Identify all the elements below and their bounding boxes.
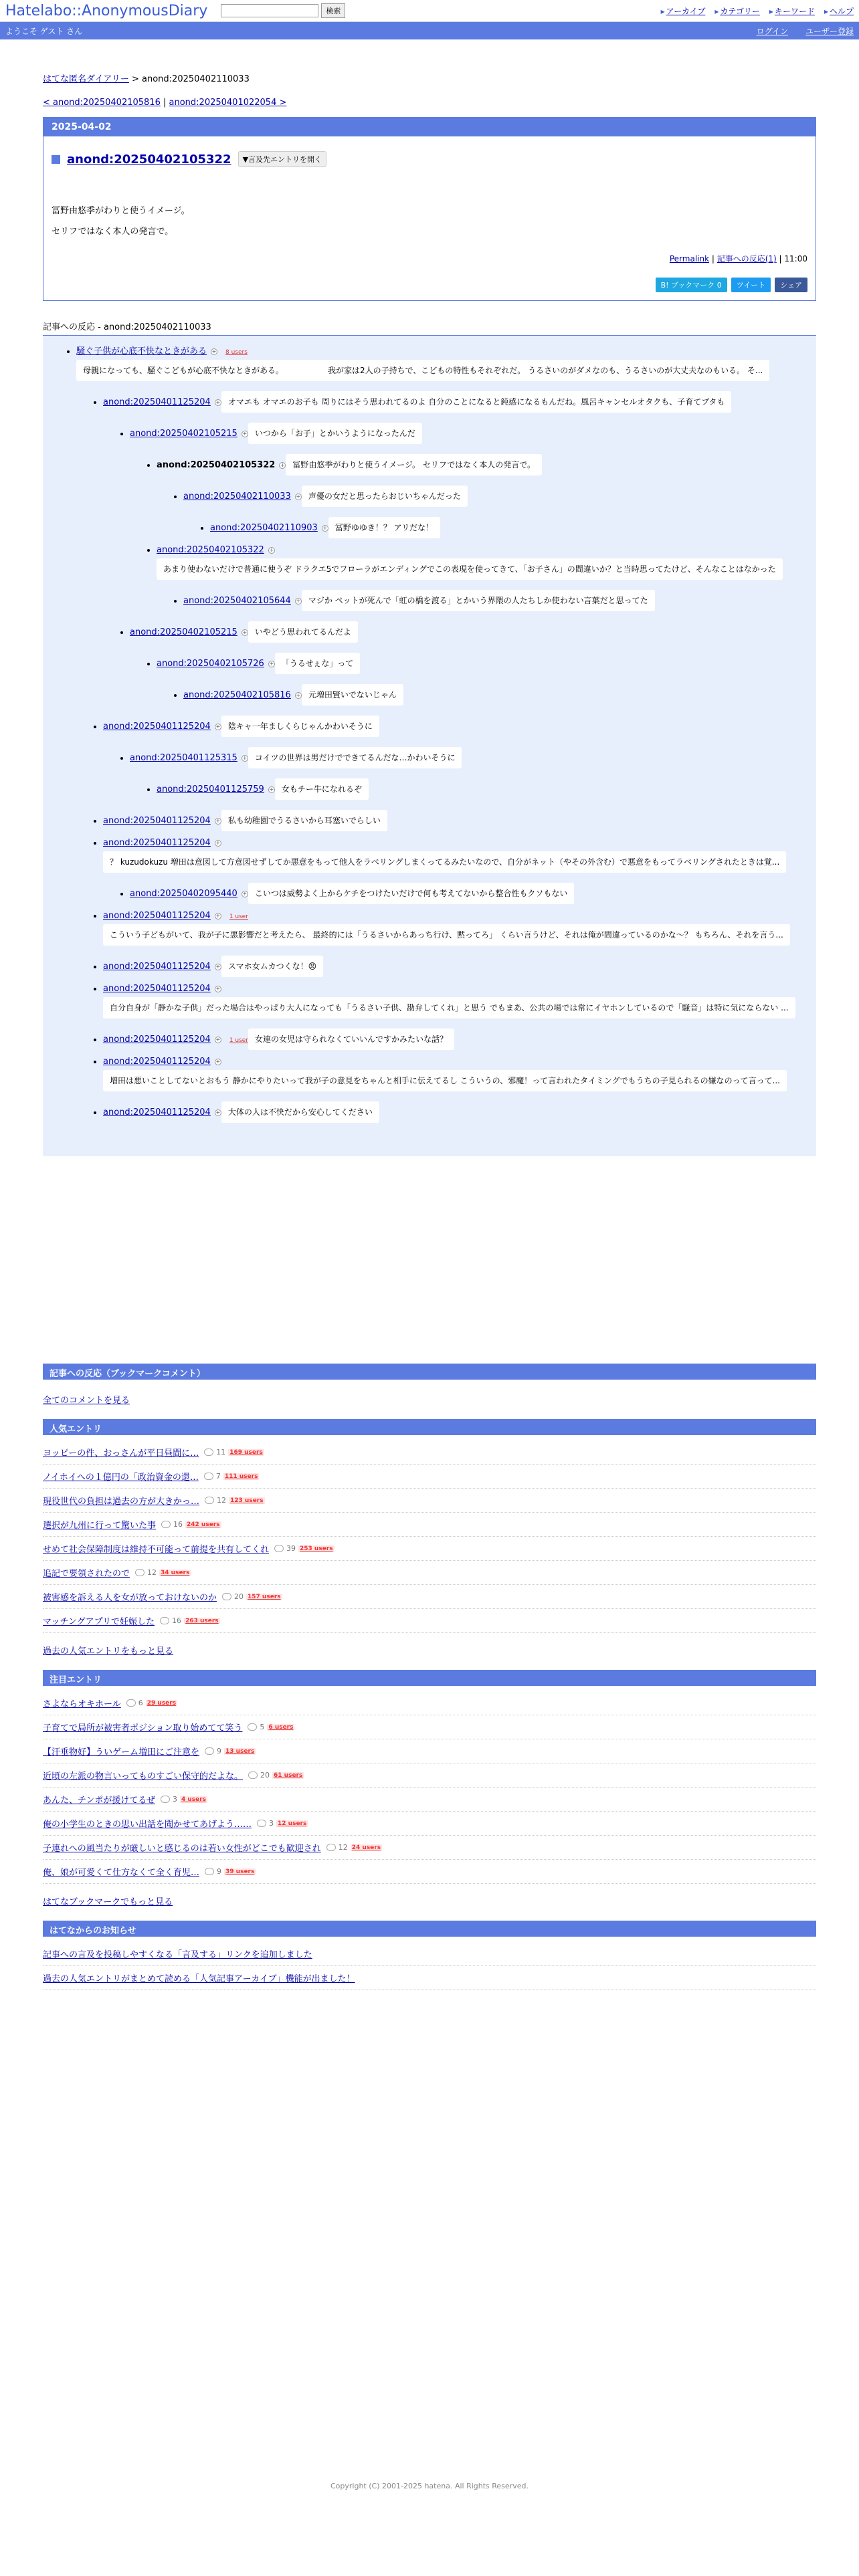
featured-more-link[interactable]: はてなブックマークでもっと見る: [43, 1897, 173, 1907]
reaction-excerpt: 元増田賢いでないじゃん: [302, 684, 403, 706]
expand-icon[interactable]: +: [215, 839, 221, 846]
comment-bubble-icon: [248, 1723, 257, 1731]
bookmark-users[interactable]: 242 users: [187, 1521, 220, 1528]
welcome-text: ようこそ ゲスト さん: [5, 26, 83, 36]
entry-line: 冨野由悠季がわりと使うイメージ。: [52, 206, 190, 216]
comment-bubble-icon: [205, 1497, 214, 1504]
reaction-excerpt: あまり使わないだけで普通に使うぞ ドラクエ5でフローラがエンディングでこの表現を使ってきて、「お子さん」の間違いか？と当時思ってたけど、そんなことはなかった: [157, 558, 783, 580]
reaction-link[interactable]: anond:20250402105816: [183, 690, 291, 700]
top-nav: [661, 5, 854, 17]
bookmark-users[interactable]: 39 users: [225, 1868, 255, 1875]
reaction-link[interactable]: anond:20250401125204: [103, 722, 211, 732]
bookmark-users[interactable]: 123 users: [230, 1497, 264, 1504]
entry-body: [52, 203, 807, 237]
site-logo[interactable]: Hatelabo::AnonymousDiary: [5, 2, 208, 19]
comment-bubble-icon: [248, 1772, 258, 1779]
comment-bubble-icon: [257, 1820, 266, 1827]
nav-keyword[interactable]: ▸ キーワード: [769, 5, 815, 17]
reaction-excerpt: こういう子どもがいて、我が子に悪影響だと考えたら、 最終的には「うるさいからあっち行け、黙ってろ」 くらい言うけど、それは俺が間違っているのかな〜？ もちろん、それを言う...: [103, 924, 790, 946]
popular-title: 人気エントリ: [43, 1419, 816, 1435]
reaction-node: [103, 712, 796, 737]
share-buttons: [52, 278, 807, 292]
entry-link[interactable]: 現役世代の負担は過去の方が大きかっ…: [43, 1497, 200, 1507]
bookmark-users[interactable]: 61 users: [274, 1772, 303, 1779]
comment-bubble-icon: [161, 1796, 170, 1803]
reaction-node: [157, 649, 796, 674]
news-title: はてなからのお知らせ: [43, 1921, 816, 1937]
all-comments-link[interactable]: 全てのコメントを見る: [43, 1396, 130, 1406]
comment-count: 9: [217, 1747, 222, 1755]
nav-help[interactable]: ▸ ヘルプ: [824, 5, 854, 17]
reaction-node: [210, 514, 796, 538]
reactions-heading: 記事への反応 - anond:20250402110033: [43, 320, 816, 336]
root-entry-link[interactable]: 騒ぐ子供が心底不快なときがある: [76, 346, 207, 356]
reaction-link[interactable]: anond:20250401125315: [130, 753, 237, 763]
expand-icon[interactable]: +: [215, 1036, 221, 1043]
reaction-node: [130, 879, 796, 904]
day-box: [43, 117, 816, 301]
news-item[interactable]: 記事への言及を投稿しやすくなる「言及する」リンクを追加しました: [43, 1950, 312, 1960]
reaction-excerpt: オマエも オマエのお子も 周りにはそう思われてるのよ 自分のことになると鈍感になるもんだね。風呂キャンセルオタクも、子育てブタも: [221, 391, 732, 413]
expand-icon[interactable]: +: [269, 786, 274, 792]
entry-link[interactable]: さよならオキホール: [43, 1699, 121, 1709]
pager-sep: |: [160, 98, 169, 108]
entry-row: [43, 1836, 816, 1860]
reaction-link[interactable]: anond:20250401125204: [103, 1035, 211, 1045]
open-referenced-toggle[interactable]: ▼言及先エントリを開く: [238, 151, 326, 167]
breadcrumb-current: anond:20250402110033: [142, 74, 250, 84]
expand-icon[interactable]: +: [215, 963, 221, 970]
reaction-node: [130, 744, 796, 768]
reaction-excerpt: 冨野ゆゆき！？ アリだな！: [328, 517, 440, 538]
entry-row: [43, 1609, 816, 1633]
comment-count: 39: [286, 1544, 296, 1553]
popular-section: [43, 1419, 816, 1663]
featured-title: 注目エントリ: [43, 1670, 816, 1686]
reaction-link[interactable]: anond:20250401125204: [103, 911, 211, 921]
register-link[interactable]: ユーザー登録: [805, 26, 854, 36]
entry-link[interactable]: 俺、娘が可愛くて仕方なくて全く育児…: [43, 1868, 200, 1878]
reaction-link[interactable]: anond:20250401125204: [103, 816, 211, 826]
bookmark-users[interactable]: 24 users: [351, 1844, 381, 1851]
reaction-excerpt: スマホ女ムカつくな！😣: [221, 956, 323, 977]
search-input[interactable]: [221, 4, 318, 17]
entry-footer: Permalink | 記事への反応(1) | 11:00: [669, 254, 807, 263]
expand-icon[interactable]: +: [215, 912, 221, 919]
reaction-users[interactable]: 1 user: [229, 1037, 249, 1044]
entry-link[interactable]: 俺の小学生のときの思い出話を聞かせてあげよう……: [43, 1820, 252, 1830]
reaction-excerpt: いつから「お子」とかいうようになったんだ: [248, 423, 422, 444]
comment-bubble-icon: [204, 1448, 213, 1456]
reaction-users[interactable]: 1 user: [229, 914, 249, 920]
reaction-node: [103, 388, 796, 413]
reaction-node: [157, 545, 796, 580]
reaction-node: [130, 618, 796, 643]
user-bar: [0, 22, 859, 39]
root-users[interactable]: 8 users: [225, 349, 248, 356]
entry-row: [43, 1691, 816, 1715]
entry-row: [43, 1739, 816, 1763]
comment-count: 16: [173, 1520, 183, 1529]
reaction-node: [103, 1025, 796, 1050]
entry-link[interactable]: あんた、チンポが援けてるぜ: [43, 1796, 155, 1806]
bookmark-users[interactable]: 111 users: [224, 1473, 258, 1480]
comment-bubble-icon: [274, 1545, 284, 1552]
bookmark-users[interactable]: 6 users: [268, 1723, 294, 1731]
reaction-excerpt: 大体の人は不快だから安心してください: [221, 1101, 379, 1123]
bookmark-users[interactable]: 12 users: [278, 1820, 307, 1827]
entry-link[interactable]: 子連れへの風当たりが厳しいと感じるのは若い女性がどこでも歓迎され: [43, 1844, 321, 1854]
next-entry-link[interactable]: anond:20250401022054 >: [169, 98, 287, 108]
entry-link[interactable]: 子育てで局所が被害者ポジション取り始めてて笑う: [43, 1723, 243, 1733]
reaction-link[interactable]: anond:20250402095440: [130, 889, 237, 899]
comment-count: 6: [138, 1699, 143, 1707]
reaction-excerpt: 女もチー牛になれるぞ: [275, 778, 369, 800]
entry-row: [43, 1860, 816, 1884]
prev-entry-link[interactable]: < anond:20250402105816: [43, 98, 161, 108]
reaction-link[interactable]: anond:20250402110033: [183, 492, 291, 502]
reaction-link[interactable]: anond:20250402110903: [210, 523, 318, 533]
expand-icon[interactable]: +: [296, 691, 301, 698]
reaction-link[interactable]: anond:20250401125204: [103, 984, 211, 994]
reaction-node: [103, 838, 796, 873]
bookmark-comments-section: [43, 1364, 816, 1412]
pager: [43, 98, 816, 108]
reaction-link[interactable]: anond:20250401125759: [157, 784, 264, 794]
expand-icon[interactable]: +: [269, 546, 274, 553]
reaction-node: [103, 911, 796, 946]
reaction-node: [103, 1057, 796, 1091]
search-form: [221, 3, 345, 18]
popular-more-link[interactable]: 過去の人気エントリをもっと見る: [43, 1646, 174, 1656]
reaction-node: [183, 681, 796, 706]
bookmark-users[interactable]: 4 users: [181, 1796, 207, 1803]
comment-bubble-icon: [161, 1521, 171, 1528]
login-link[interactable]: ログイン: [756, 26, 788, 36]
bookmark-users[interactable]: 157 users: [248, 1593, 281, 1600]
reaction-excerpt: 声優の女だと思ったらおじいちゃんだった: [302, 486, 468, 507]
featured-section: [43, 1670, 816, 1914]
bookmark-users[interactable]: 253 users: [300, 1545, 333, 1552]
comment-count: 3: [172, 1795, 177, 1804]
entry-row: [43, 1812, 816, 1836]
reaction-link[interactable]: anond:20250401125204: [103, 838, 211, 848]
comment-count: 16: [172, 1616, 182, 1625]
search-button[interactable]: 検索: [321, 3, 345, 18]
entry-link[interactable]: マッチングアプリで妊娠した: [43, 1617, 155, 1627]
entry-row: [43, 1715, 816, 1739]
reaction-link[interactable]: anond:20250402105644: [183, 596, 291, 606]
comment-bubble-icon: [160, 1617, 169, 1624]
entry-row: [43, 1513, 816, 1537]
bookmark-comments-title: 記事への反応（ブックマークコメント）: [43, 1364, 816, 1380]
reaction-link[interactable]: anond:20250402105322: [157, 545, 264, 555]
reaction-node: [103, 1098, 796, 1123]
entry-time: 11:00: [784, 254, 807, 263]
bookmark-users[interactable]: 169 users: [229, 1448, 263, 1456]
reaction-node: [103, 952, 796, 977]
reaction-link[interactable]: anond:20250402105215: [130, 627, 237, 637]
expand-icon[interactable]: +: [215, 817, 221, 824]
reaction-node: [183, 586, 796, 611]
expand-icon[interactable]: +: [280, 461, 285, 468]
reaction-excerpt: 私も幼稚園でうるさいから耳塞いでらしい: [221, 810, 387, 831]
bookmark-users[interactable]: 263 users: [185, 1617, 219, 1624]
expand-icon[interactable]: +: [242, 430, 248, 437]
expand-icon[interactable]: +: [269, 660, 274, 667]
entry-link[interactable]: 被害感を訴える人を女が放っておけないのか: [43, 1593, 217, 1603]
comment-bubble-icon: [204, 1473, 213, 1480]
entry-row: [43, 1585, 816, 1609]
reaction-excerpt: 自分自身が「静かな子供」だった場合はやっぱり大人になっても「うるさい子供、勘弁してくれ」と思う でもまあ、公共の場では常にイヤホンしているので「騒音」は特に気にならない ...: [103, 997, 795, 1018]
comment-count: 12: [338, 1843, 348, 1852]
reaction-excerpt: 増田は悪いことしてないとおもう 静かにやりたいって我が子の意見をちゃんと相手に伝えてるし こういうの、邪魔！って言われたタイミングでもうちの子見られるの嫌なのって言って...: [103, 1070, 787, 1091]
entry-link[interactable]: せめて社会保障制度は維持不可能って前提を共有してくれ: [43, 1545, 270, 1555]
entry-link[interactable]: ノイホイへの１億円の「政治資金の還…: [43, 1473, 199, 1483]
footer-copyright: Copyright (C) 2001-2025 hatena. All Rights Reserved.: [330, 2482, 529, 2490]
comment-bubble-icon: [205, 1747, 214, 1755]
entry-link[interactable]: 近頃の左派の物言いってものすごい保守的だよな。: [43, 1772, 244, 1782]
reaction-link: anond:20250402105322: [157, 460, 276, 470]
comment-count: 5: [260, 1723, 265, 1731]
expand-icon[interactable]: +: [242, 629, 248, 635]
reaction-excerpt: 陰キャ一年ましくらじゃんかわいそうに: [221, 716, 379, 737]
nav-archive[interactable]: ▸ アーカイブ: [661, 5, 706, 17]
reaction-excerpt: マジか ペットが死んで「虹の橋を渡る」とかいう界隈の人たちしか使わない言葉だと思ってた: [302, 590, 655, 611]
expand-icon[interactable]: +: [242, 754, 248, 761]
expand-icon[interactable]: +: [215, 723, 221, 730]
entry-link[interactable]: 追記で要領されたので: [43, 1569, 130, 1579]
comment-bubble-icon: [222, 1593, 231, 1600]
news-section: [43, 1921, 816, 1996]
root-excerpt: 母親になっても、騒ぐこどもが心底不快なときがある。 我が家は2人の子持ちで、こどもの特性もそれぞれだ。 うるさいのがダメなのも、うるさいのが大丈夫なのもいる。 そ...: [76, 360, 769, 381]
entry-row: [43, 1788, 816, 1812]
expand-icon[interactable]: +: [211, 348, 217, 354]
entry-line: セリフではなく本人の発言で。: [52, 227, 174, 237]
reaction-link[interactable]: anond:20250401125204: [103, 1107, 211, 1117]
entry-square-icon: [52, 155, 60, 164]
entry-row: [43, 1465, 816, 1489]
reaction-node: [183, 482, 796, 507]
comment-count: 11: [216, 1448, 226, 1457]
entry-link[interactable]: 選択が九州に行って驚いた事: [43, 1521, 157, 1531]
reaction-tree: [43, 336, 816, 1156]
expand-icon[interactable]: +: [322, 524, 328, 531]
comment-bubble-icon: [135, 1569, 145, 1576]
day-date: 2025-04-02: [43, 118, 816, 136]
comment-count: 9: [217, 1867, 222, 1876]
reaction-node: [157, 775, 796, 800]
reaction-link[interactable]: anond:20250402105726: [157, 659, 264, 669]
comment-count: 20: [260, 1771, 270, 1780]
breadcrumb-home[interactable]: はてな匿名ダイアリー: [43, 74, 129, 84]
breadcrumb: [43, 72, 816, 84]
bookmark-users[interactable]: 29 users: [147, 1699, 177, 1707]
reaction-node: [157, 451, 796, 475]
bookmark-users[interactable]: 34 users: [161, 1569, 190, 1576]
entry-row: [43, 1763, 816, 1788]
expand-icon[interactable]: +: [242, 890, 248, 897]
reaction-excerpt: 冨野由悠季がわりと使うイメージ。 セリフではなく本人の発言で。: [286, 454, 542, 475]
expand-icon[interactable]: +: [296, 597, 301, 604]
reaction-link[interactable]: anond:20250401125204: [103, 962, 211, 972]
entry-title: [52, 151, 807, 167]
hatena-bookmark-button[interactable]: B! ブックマーク 0: [656, 278, 727, 292]
bookmark-users[interactable]: 13 users: [225, 1747, 255, 1755]
comment-count: 20: [234, 1592, 244, 1601]
comment-bubble-icon: [205, 1868, 214, 1875]
entry-row: [43, 1561, 816, 1585]
reaction-link[interactable]: anond:20250401125204: [103, 397, 211, 407]
reaction-excerpt: ？ kuzudokuzu 増田は意図して方意図せずしてか悪意をもって他人をラベリングしまくってるみたいなので、自分がネット（やその外含む）で悪意をもってラベリングされたときは覚...: [103, 851, 786, 873]
expand-icon[interactable]: +: [215, 985, 221, 992]
reaction-excerpt: こいつは威勢よく上からケチをつけたいだけで何も考えてないから整合性もクソもない: [248, 883, 575, 904]
entry-link[interactable]: 【汗垂物好】ういゲーム増田にご注意を: [43, 1747, 200, 1757]
comment-bubble-icon: [126, 1699, 136, 1707]
entry-row: [43, 1489, 816, 1513]
reaction-excerpt: いやどう思われてるんだよ: [248, 621, 358, 643]
reaction-node: [130, 419, 796, 444]
expand-icon[interactable]: +: [296, 493, 301, 500]
reaction-link[interactable]: anond:20250401125204: [103, 1057, 211, 1067]
comment-bubble-icon: [326, 1844, 336, 1851]
reaction-excerpt: 女連の女児は守られなくていいんですかみたいな話？: [248, 1029, 454, 1050]
reaction-excerpt: 「うるせぇな」って: [275, 653, 360, 674]
comment-count: 12: [217, 1496, 227, 1505]
permalink[interactable]: Permalink: [669, 254, 710, 263]
breadcrumb-sep: >: [128, 74, 142, 84]
nav-category[interactable]: ▸ カテゴリー: [714, 5, 760, 17]
comment-count: 3: [269, 1819, 274, 1828]
news-item[interactable]: 過去の人気エントリがまとめて読める「人気記事アーカイブ」機能が出ました！: [43, 1974, 355, 1984]
tweet-button[interactable]: ツイート: [731, 278, 771, 292]
entry-link[interactable]: ヨッピーの件、おっさんが平日昼間に…: [43, 1448, 199, 1459]
reaction-link[interactable]: anond:20250402105215: [130, 429, 237, 439]
reaction-node: [103, 984, 796, 1018]
entry-title-link[interactable]: anond:20250402105322: [67, 152, 231, 167]
reaction-node: [103, 807, 796, 831]
expand-icon[interactable]: +: [215, 1109, 221, 1115]
expand-icon[interactable]: +: [215, 1058, 221, 1065]
expand-icon[interactable]: +: [215, 399, 221, 405]
header: [0, 0, 859, 22]
reactions-link[interactable]: 記事への反応(1): [717, 254, 777, 263]
tree-root: [76, 344, 796, 1123]
reaction-excerpt: コイツの世界は男だけでできてるんだな…かわいそうに: [248, 747, 462, 768]
facebook-share-button[interactable]: シェア: [775, 278, 807, 292]
comment-count: 12: [147, 1568, 157, 1577]
entry-row: [43, 1537, 816, 1561]
entry-row: [43, 1440, 816, 1465]
comment-count: 7: [215, 1472, 221, 1481]
